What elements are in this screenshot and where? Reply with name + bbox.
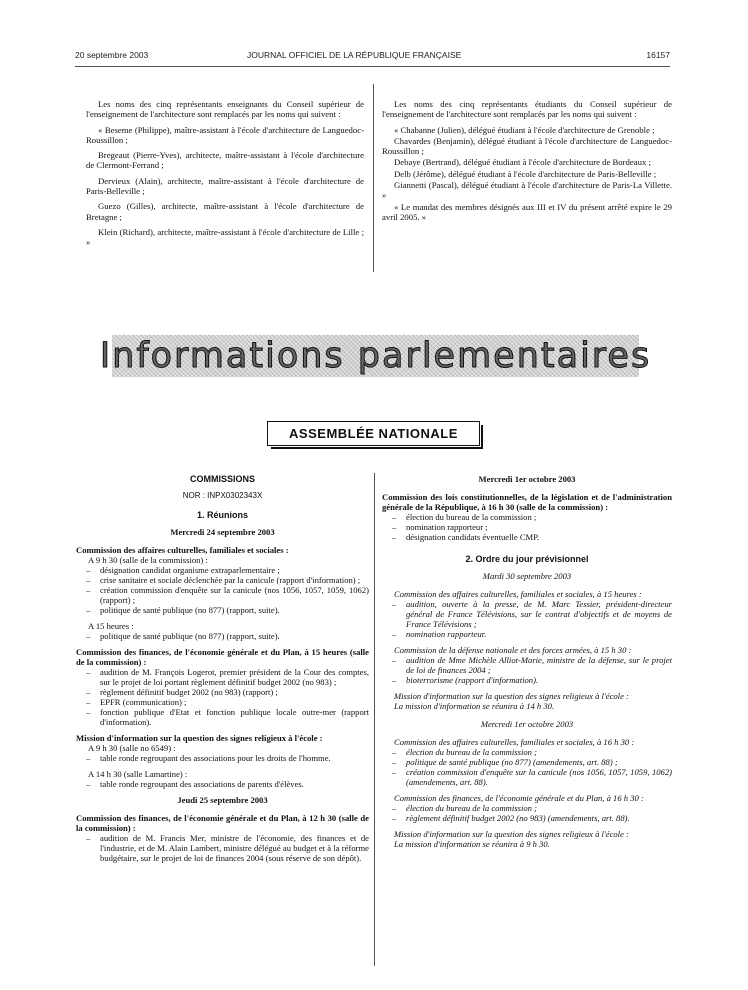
list-item: – audition de Mme Michèle Alliot-Marie, ministre de la défense, sur le projet de loi de finances 2004 ; [406,655,672,675]
commission-title: Mission d'information sur la question des signes religieux à l'école : [394,829,629,839]
assembly-title: ASSEMBLÉE NATIONALE [289,426,458,441]
list-item: – élection du bureau de la commission ; [406,747,672,757]
commission-title: Commission de la défense nationale et des forces armées, à 15 h 30 : [394,645,632,655]
date-heading: Mercredi 1er octobre 2003 [478,474,576,484]
list-item: – politique de santé publique (no 877) (amendements, art. 88) ; [406,757,672,767]
list-item: – table ronde regroupant des associations pour les droits de l'homme. [100,753,369,763]
top-right-column [382,99,672,227]
list-item: – politique de santé publique (no 877) (rapport, suite). [100,605,369,615]
date-heading: Mercredi 24 septembre 2003 [170,527,275,537]
commission-title: Commission des affaires culturelles, familiales et sociales : [76,545,289,555]
top-left-column [86,99,364,253]
list-item: – désignation candidats éventuelle CMP. [406,532,672,542]
header-rule [75,66,670,67]
list-item: – audition, ouverte à la presse, de M. Marc Tessier, président-directeur général de France Télévisions, sur le contrat d'objectifs et de moyens de France Télévisions ; [406,599,672,629]
list-item: – élection du bureau de la commission ; [406,512,672,522]
column-divider [373,84,374,272]
section-heading: 2. Ordre du jour prévisionnel [465,554,589,564]
paragraph: Guezo (Gilles), architecte, maître-assistant à l'école d'architecture de Bretagne ; [86,201,364,222]
section-banner [99,335,652,377]
paragraph: « Beseme (Philippe), maître-assistant à l'école d'architecture de Languedoc-Roussillon ; [86,124,364,145]
header-page-number: 16157 [646,50,670,60]
agenda-list [76,565,369,615]
bottom-right-column [382,474,672,849]
paragraph: Chavardes (Benjamin), délégué étudiant à l'école d'architecture de Languedoc-Roussillon ; [382,135,672,157]
column-divider [374,473,375,966]
agenda-list [76,667,369,727]
agenda-list [382,747,672,787]
session-time: A 14 h 30 (salle Lamartine) : [88,769,188,779]
list-item: – crise sanitaire et sociale déclenchée par la canicule (rapport d'information) ; [100,575,369,585]
agenda-list [76,779,369,789]
commissions-heading: COMMISSIONS [189,474,255,484]
session-time: A 15 heures : [88,621,134,631]
list-item: – fonction publique d'Etat et fonction publique locale outre-mer (rapport d'information). [100,707,369,727]
commission-title: Mission d'information sur la question des signes religieux à l'école : [394,691,629,701]
meeting-note: La mission d'information se réunira à 14 h 30. [394,701,555,711]
list-item: – désignation candidat organisme extraparlementaire ; [100,565,369,575]
list-item: – table ronde regroupant des associations de parents d'élèves. [100,779,369,789]
list-item: – règlement définitif budget 2002 (no 983) (rapport) ; [100,687,369,697]
commission-title: Commission des affaires culturelles, familiales et sociales, à 16 h 30 : [394,737,635,747]
header-journal-title: JOURNAL OFFICIEL DE LA RÉPUBLIQUE FRANÇAISE [247,50,462,60]
list-item: – élection du bureau de la commission ; [406,803,672,813]
list-item: – politique de santé publique (no 877) (rapport, suite). [100,631,369,641]
list-item: – audition de M. François Logerot, premier président de la Cour des comptes, sur le projet de loi portant règlement définitif budget 2002 (no 983) ; [100,667,369,687]
assembly-box [267,421,480,446]
paragraph: Bregeaut (Pierre-Yves), architecte, maître-assistant à l'école d'architecture de Clermont-Ferrand ; [86,150,364,171]
header-date: 20 septembre 2003 [75,50,149,60]
session-time: A 9 h 30 (salle de la commission) : [88,555,208,565]
list-item: – règlement définitif budget 2002 (no 983) (amendements, art. 88). [406,813,672,823]
agenda-list [76,833,369,863]
date-heading: Mardi 30 septembre 2003 [482,571,572,581]
agenda-list [382,599,672,639]
bottom-left-column [76,474,369,869]
paragraph: Delb (Jérôme), délégué étudiant à l'école d'architecture de Paris-Belleville ; [394,168,657,179]
commission-title: Commission des finances, de l'économie générale et du Plan, à 16 h 30 : [394,793,644,803]
agenda-list [76,631,369,641]
commission-title: Mission d'information sur la question des signes religieux à l'école : [76,733,323,743]
paragraph: Les noms des cinq représentants enseignants du Conseil supérieur de l'enseignement de l'architecture sont remplacés par les noms qui suivent : [86,99,364,120]
commission-title: Commission des affaires culturelles, familiales et sociales, à 15 heures : [394,589,642,599]
agenda-list [382,655,672,685]
paragraph: « Le mandat des membres désignés aux III et IV du présent arrêté expire le 29 avril 2005. » [382,201,672,222]
list-item: – nomination rapporteur. [406,629,672,639]
paragraph: « Chabanne (Julien), délégué étudiant à l'école d'architecture de Grenoble ; [394,124,655,135]
list-item: – audition de M. Francis Mer, ministre de l'économie, des finances et de l'industrie, et de M. Alain Lambert, ministre délégué au budget et à la réforme budgétaire, sur le projet de loi de finances 2004 (sous réserve de son dépôt). [100,833,369,863]
commission-title: Commission des finances, de l'économie générale et du Plan, à 15 heures (salle de la commission) : [76,647,369,667]
commission-title: Commission des finances, de l'économie générale et du Plan, à 12 h 30 (salle de la commission) : [76,813,369,833]
nor-reference: NOR : INPX0302343X [182,491,263,500]
paragraph: Debaye (Bertrand), délégué étudiant à l'école d'architecture de Bordeaux ; [394,157,651,168]
agenda-list [382,512,672,542]
agenda-list [382,803,672,823]
date-heading: Mercredi 1er octobre 2003 [480,719,574,729]
banner-title: Informations parlementaires [99,336,652,376]
paragraph: Dervieux (Alain), architecte, maître-assistant à l'école d'architecture de Paris-Belleville ; [86,175,364,197]
paragraph: Klein (Richard), architecte, maître-assistant à l'école d'architecture de Lille ; » [86,226,364,248]
agenda-list [76,753,369,763]
list-item: – création commission d'enquête sur la canicule (nos 1056, 1057, 1059, 1062) (amendements, art. 88). [406,767,672,787]
paragraph: Les noms des cinq représentants étudiants du Conseil supérieur de l'enseignement de l'architecture sont remplacés par les noms qui suivent : [382,99,672,120]
list-item: – EPFR (communication) ; [100,697,369,707]
list-item: – nomination rapporteur ; [406,522,672,532]
section-heading: 1. Réunions [196,510,248,520]
paragraph: Giannetti (Pascal), délégué étudiant à l'école d'architecture de Paris-La Villette. » [382,180,672,201]
commission-title: Commission des lois constitutionnelles, de la législation et de l'administration générale de la République, à 16 h 30 (salle de la commission) : [382,492,672,512]
meeting-note: La mission d'information se réunira à 9 h 30. [394,839,550,849]
list-item: – création commission d'enquête sur la canicule (nos 1056, 1057, 1059, 1062) (rapport) ; [100,585,369,605]
running-header [75,50,670,64]
session-time: A 9 h 30 (salle no 6549) : [88,743,176,753]
list-item: – bioterrorisme (rapport d'information). [406,675,672,685]
date-heading: Jeudi 25 septembre 2003 [177,795,268,805]
